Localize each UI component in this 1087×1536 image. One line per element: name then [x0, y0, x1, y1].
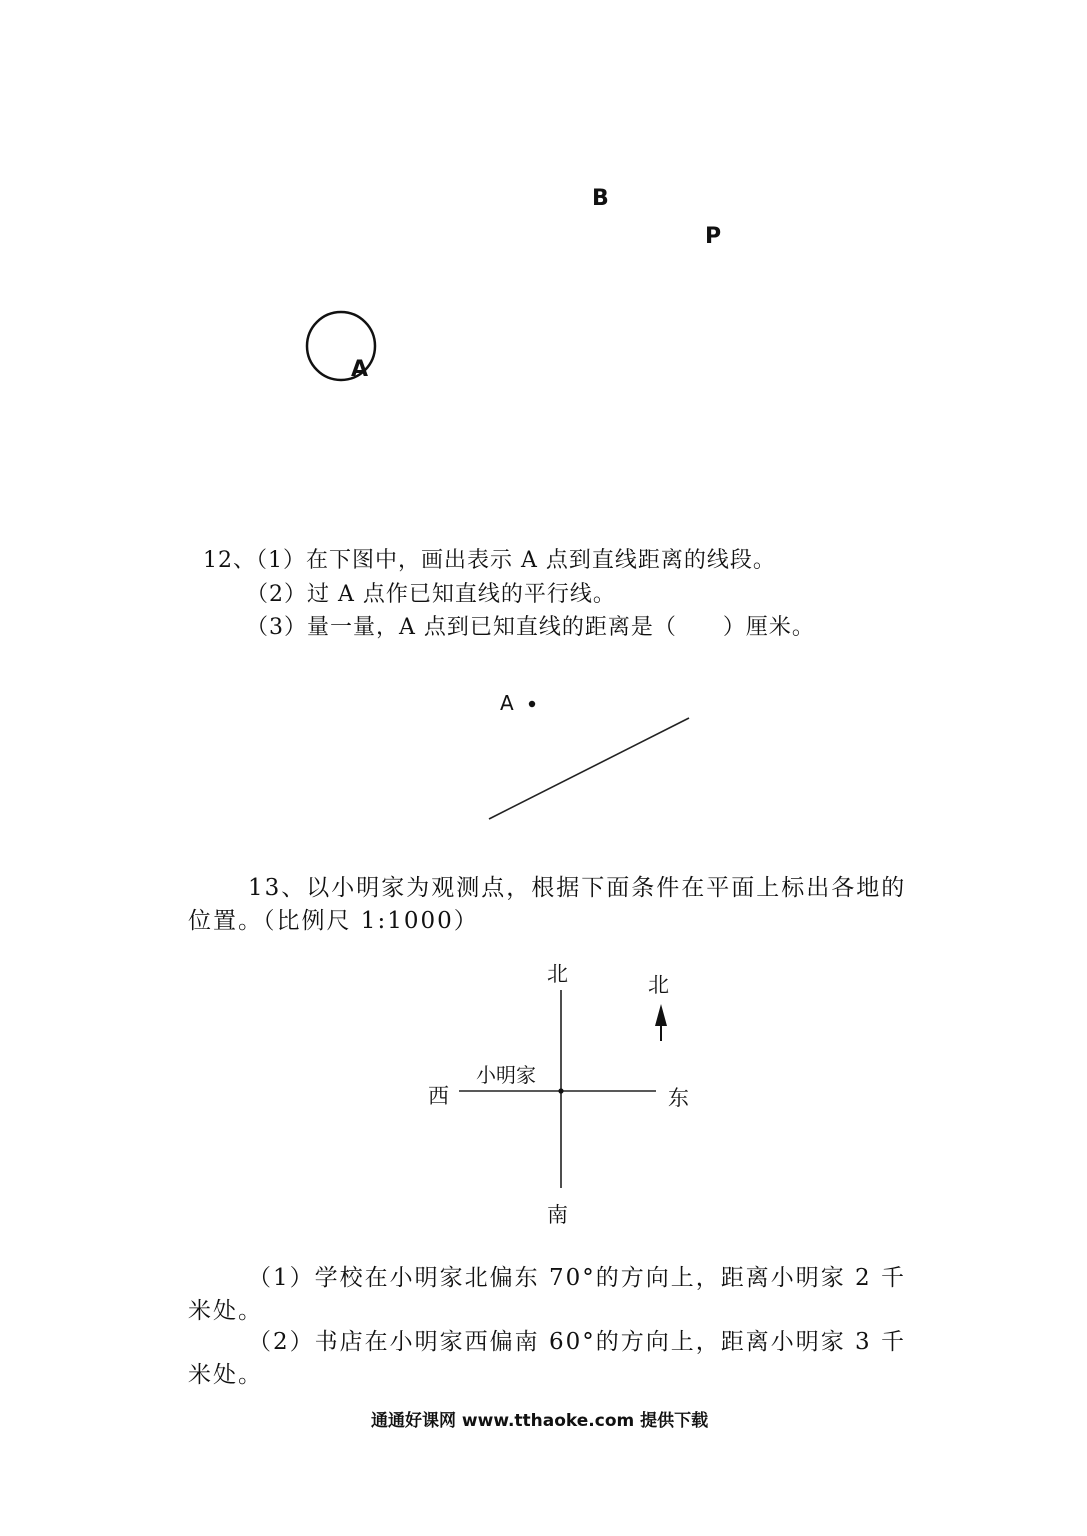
- label-point-b: B: [592, 186, 609, 211]
- q12-line1: 12、（1）在下图中，画出表示 A 点到直线距离的线段。: [203, 548, 776, 573]
- origin-dot: [558, 1088, 563, 1093]
- north-arrow-label: 北: [648, 973, 669, 997]
- compass-north-label: 北: [547, 962, 568, 986]
- point-a-dot: [529, 701, 535, 707]
- q13-line2: 位置。（比例尺 1:1000）: [188, 908, 479, 934]
- q13-cond1-line1: （1）学校在小明家北偏东 70°的方向上，距离小明家 2 千: [248, 1265, 906, 1291]
- q13-cond2-line1: （2）书店在小明家西偏南 60°的方向上，距离小明家 3 千: [248, 1329, 906, 1355]
- compass-south-label: 南: [547, 1203, 568, 1227]
- given-line: [489, 718, 689, 819]
- north-arrow-head: [655, 1004, 667, 1026]
- q13-cond1-line2: 米处。: [188, 1298, 263, 1324]
- q13-line1: 13、以小明家为观测点，根据下面条件在平面上标出各地的: [248, 875, 907, 901]
- q12-line2: （2）过 A 点作已知直线的平行线。: [246, 582, 616, 607]
- origin-label-xiaoming-home: 小明家: [476, 1063, 536, 1087]
- label-point-a-circle: A: [351, 357, 369, 382]
- footer-source: 通通好课网 www.tthaoke.com 提供下载: [371, 1411, 709, 1431]
- q13-cond2-line2: 米处。: [188, 1362, 263, 1388]
- compass-west-label: 西: [428, 1084, 449, 1108]
- q12-line3: （3）量一量，A 点到已知直线的距离是（ ）厘米。: [246, 615, 815, 640]
- compass-east-label: 东: [668, 1086, 689, 1110]
- label-point-p: P: [705, 224, 722, 249]
- q12-point-a-label: A: [500, 691, 514, 715]
